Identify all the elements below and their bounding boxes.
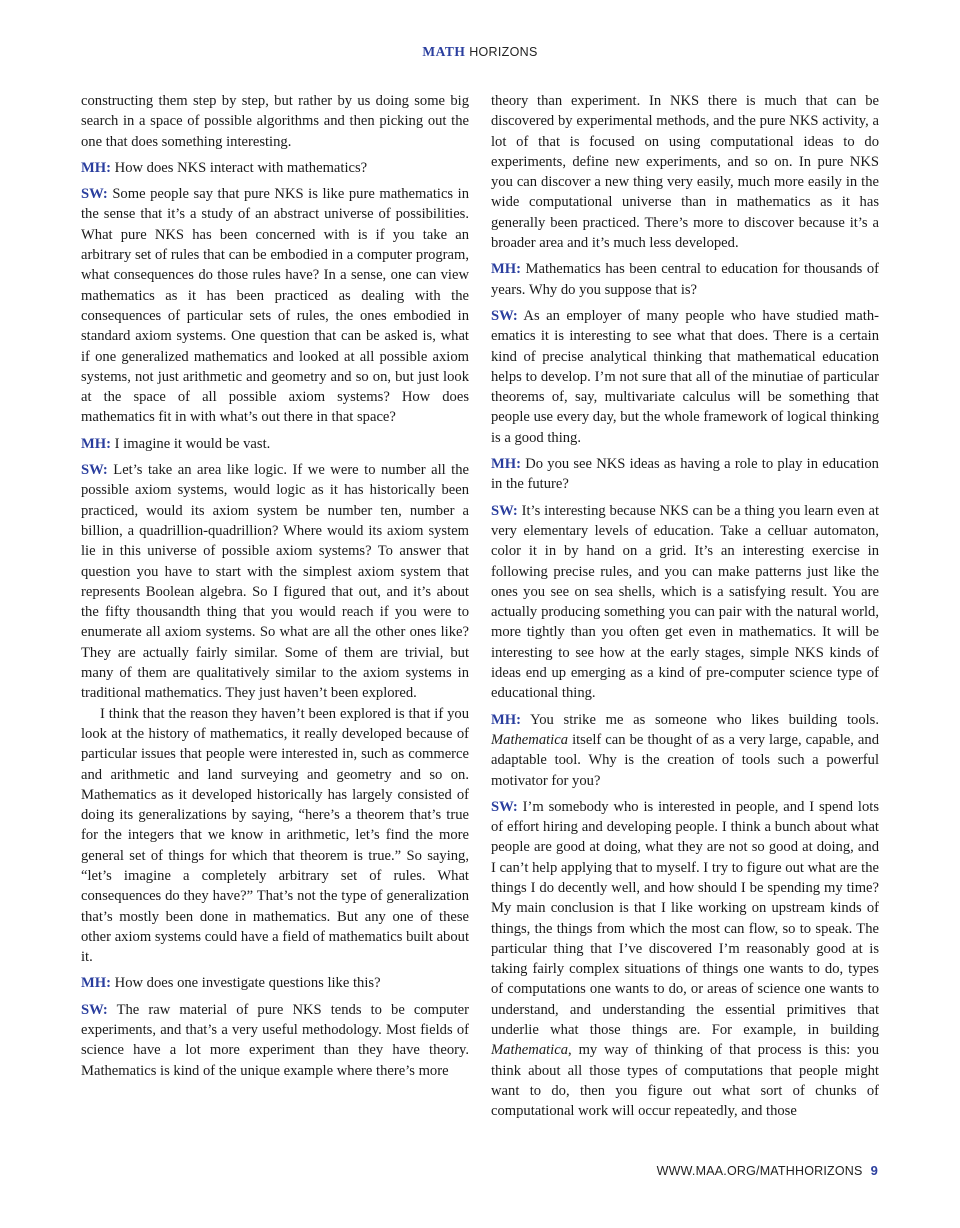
interview-answer: SW: I’m somebody who is interested in people, and I spend lots of effort hiring and developing people. I think a bunch about what people are good at doing, what they are not so good at doing, and I can’t help applying that to myself. I try to figure out what are the things I do decently well, and how should I be spending my time? My main conclusion is that I like working on upstream kinds of things, the things from which the most can flow, so to speak. The particular thing that I’ve discovered I’m reasonably good at is taking fairly complex situations of things one wants to do, types of computations one wants to do, or areas of science one wants to understand, and understanding the essential primitives that underlie what those things are. For example, in building Mathematica, my way of thinking of that process is this: you think about all those types of computations that people might want to do, then you figure out what sort of chunks of computational work will occur repeatedly, and those	[491, 798, 879, 1120]
speaker-label: SW:	[81, 186, 108, 203]
paragraph: constructing them step by step, but rather by us doing some big search in a space of possible algorithms and then picking out the one that does something interesting.	[81, 93, 469, 150]
page-footer	[657, 1163, 878, 1178]
interview-answer: SW: It’s interesting because NKS can be a thing you learn even at very elementary levels of education. Take a celluar automaton, color it in by hand on a grid. It’s an interesting exercise in following precise rules, and you can make patterns just like the ones you see on sea shells, which is a satisfying result. You are actually producing something you can pair with the natural world, more tightly than you often get even in mathematics. It will be interesting to see how at the early stages, simple NKS kinds of ideas end up emerging as a kind of pre-computer science type of educational thing.	[491, 502, 880, 702]
interview-question: MH: How does one investigate questions like this?	[81, 975, 381, 992]
speaker-label: MH:	[491, 711, 521, 728]
right-column	[491, 91, 879, 1122]
interview-answer: SW: The raw material of pure NKS tends to be computer experiments, and that’s a very useful methodology. Most fields of science have a lot more experiment than they have theory. Mathematics is kind of the unique example where there’s more	[81, 1001, 469, 1079]
interview-question: MH: You strike me as someone who likes building tools. Mathematica itself can be thought of as a very large, capable, and adaptable tool. Why is the creation of tools such a powerful motivator for you?	[491, 711, 879, 789]
interview-question: MH: I imagine it would be vast.	[81, 435, 271, 452]
header-brand: MATH	[422, 44, 466, 59]
interview-answer: SW: Let’s take an area like logic. If we were to number all the possible axiom systems, would logic as it has historically been practiced, would its axiom system be number ten, number a billion, a quadrillion-quadrillion? Where would its axiom system lie in this universe of possible axiom systems? To answer that question you have to start with the simplest axiom system that represents Boolean algebra. So I figured that out, and it’s about the fifty thousandth thing that you would reach if you were to enumerate all axiom systems. So what are all the other ones like? They are actually fairly similar. Some of them are trivial, but many of them are qualitatively similar to the axiom systems in traditional mathematics. They just haven’t been explored.	[81, 462, 470, 702]
speaker-label: MH:	[491, 261, 521, 278]
paragraph: theory than experiment. In NKS there is much that can be discovered by experimental methods, and the pure NKS activity, a lot of that is focused on using computational ideas to do experiments, define new experiments, and so on. In pure NKS you can discover a new thing very easily, much more easily in the wide computational universe than in mathematics as it has generally been practiced. There’s more to discover because it’s a broader area and it’s much less developed.	[491, 93, 879, 252]
page-number: 9	[870, 1163, 878, 1178]
left-column	[81, 91, 469, 1081]
interview-question: MH: Do you see NKS ideas as having a role to play in education in the future?	[491, 456, 879, 493]
speaker-label: SW:	[491, 307, 518, 324]
italic-title: Mathematica	[491, 731, 569, 748]
speaker-label: MH:	[81, 159, 111, 176]
paragraph: I think that the reason they haven’t been explored is that if you look at the history of mathematics, it really developed because of particular issues that people were interested in, such as commerce and arithmetic and land surveying and geometry and so on. Mathematics as it developed historically has largely consisted of doing its generalizations by saying, “here’s a theorem that’s true for the integers that we know in arithmetic, let’s find the more general set of things for which that theorem is true.” So saying, “let’s imagine a completely arbitrary set of rules. What consequences do they have?” That’s not the type of generalization that’s mostly been done in mathematics. But any one of these other axiom systems could have a field of mathematics built about it.	[81, 705, 469, 966]
speaker-label: SW:	[491, 502, 518, 519]
running-header	[0, 44, 960, 60]
interview-answer: SW: Some people say that pure NKS is like pure mathematics in the sense that it’s a study of an abstract universe of possibilities. What pure NKS has been concerned with is if you take an arbitrary set of rules that can be embodied in a computer program, what consequences do those rules have? In a sense, one can view mathematics as it has been practiced as dealing with the consequences of particular sets of rules, the ones embodied in standard axiom systems. One question that can be asked is, what if one generalized mathematics and looked at all possible axiom systems, not just arithmetic and geometry and so on, but just look at the space of all possible axiom systems? How does mathematics fit in with what’s out there in that space?	[81, 186, 469, 426]
header-title: HORIZONS	[469, 45, 538, 59]
speaker-label: MH:	[81, 975, 111, 992]
footer-url: WWW.MAA.ORG/MATHHORIZONS	[656, 1164, 863, 1178]
speaker-label: MH:	[491, 456, 521, 473]
speaker-label: SW:	[491, 798, 518, 815]
interview-answer: SW: As an employer of many people who have studied mathematics it is interesting to see what that does. There is a certain kind of precise analytical thinking that mathematical education helps to develop. I’m not sure that all of the minutiae of particular theorems of, say, multivariate calculus will be something that people use every day, but the whole framework of logical thinking is a good thing.	[491, 307, 879, 446]
speaker-label: MH:	[81, 435, 111, 452]
interview-question: MH: How does NKS interact with mathematics?	[81, 159, 368, 176]
speaker-label: SW:	[81, 1001, 108, 1018]
speaker-label: SW:	[81, 462, 108, 479]
interview-question: MH: Mathematics has been central to education for thousands of years. Why do you suppose that is?	[491, 261, 879, 298]
italic-title: Mathematica	[491, 1042, 569, 1059]
